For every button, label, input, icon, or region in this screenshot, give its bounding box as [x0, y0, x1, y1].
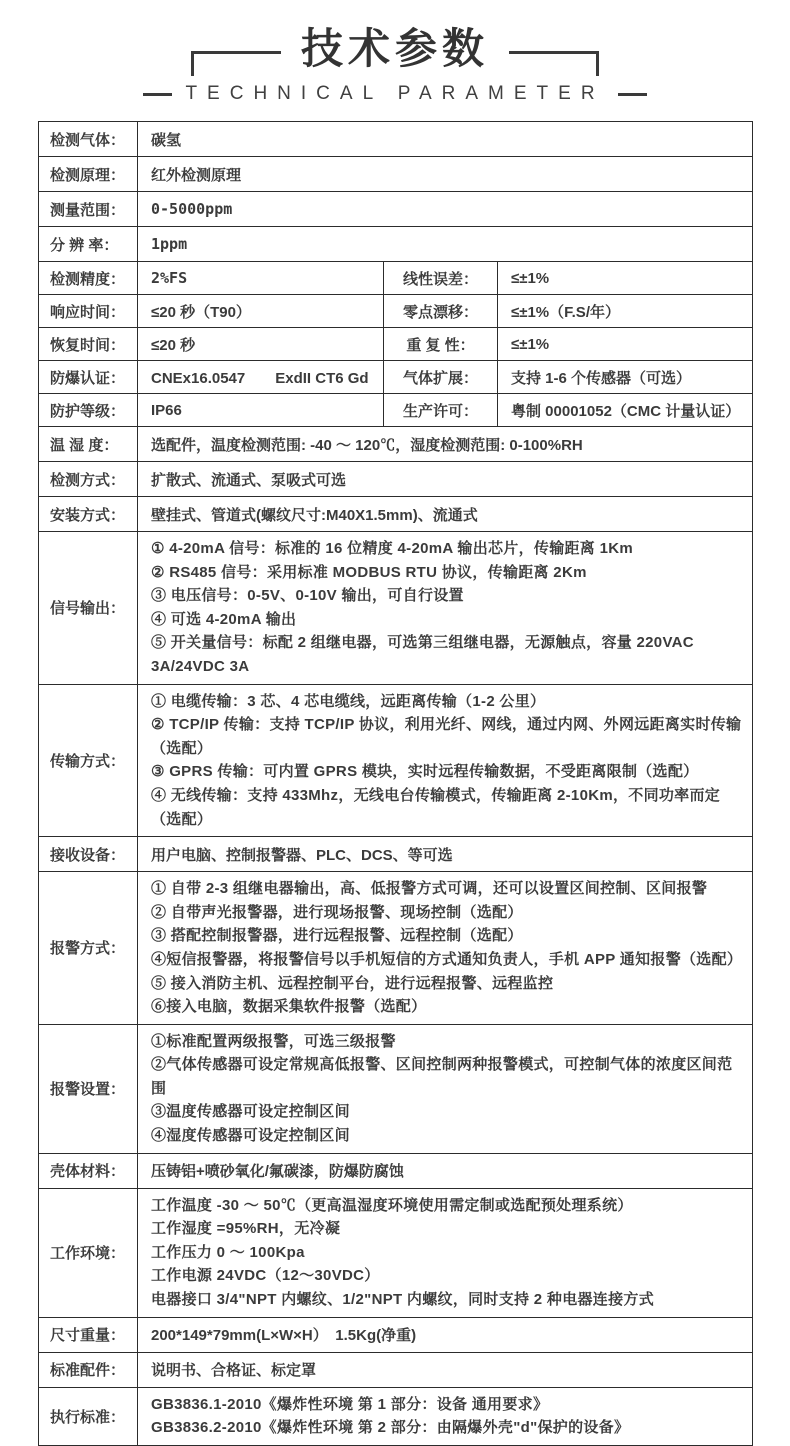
- list-line: ① 自带 2-3 组继电器输出，高、低报警方式可调，还可以设置区间控制、区间报警: [151, 880, 708, 898]
- table-row: [39, 295, 753, 328]
- row-value: 说明书、合格证、标定罩: [138, 1352, 753, 1387]
- list-line: ② 自带声光报警器，进行现场报警、现场控制（选配）: [151, 903, 523, 921]
- row-label: 温 湿 度：: [39, 427, 138, 462]
- row-label: 恢复时间：: [39, 328, 138, 361]
- row-label: 报警设置：: [39, 1024, 138, 1153]
- table-row: [39, 1024, 753, 1153]
- list-line: 工作电源 24VDC（12～30VDC）: [151, 1267, 380, 1285]
- row-value: 1ppm: [138, 227, 753, 262]
- row-label-2: 线性误差：: [384, 262, 498, 295]
- list-line: ① 电缆传输：3 芯、4 芯电缆线，远距离传输（1-2 公里）: [151, 692, 546, 710]
- row-label: 防护等级：: [39, 394, 138, 427]
- row-value: 压铸铝+喷砂氧化/氟碳漆，防爆防腐蚀: [138, 1153, 753, 1188]
- table-row: [39, 837, 753, 872]
- row-value-list: [138, 1387, 753, 1445]
- row-label: 尺寸重量：: [39, 1317, 138, 1352]
- row-value-2: ≤±1%: [498, 262, 753, 295]
- row-label: 传输方式：: [39, 684, 138, 837]
- list-line: ③ 电压信号：0-5V、0-10V 输出，可自行设置: [151, 587, 464, 605]
- row-value: IP66: [138, 394, 384, 427]
- title-bracket-left: [191, 51, 281, 76]
- row-value: 红外检测原理: [138, 157, 753, 192]
- table-row: [39, 462, 753, 497]
- row-value: 200*149*79mm(L×W×H） 1.5Kg(净重): [138, 1317, 753, 1352]
- title-block: [0, 0, 790, 105]
- row-value-list: [138, 872, 753, 1025]
- row-label: 执行标准：: [39, 1387, 138, 1445]
- table-row: [39, 262, 753, 295]
- row-label: 检测原理：: [39, 157, 138, 192]
- row-label-2: 气体扩展：: [384, 361, 498, 394]
- table-row: [39, 497, 753, 532]
- row-label-2: 重 复 性：: [384, 328, 498, 361]
- row-value: 扩散式、流通式、泵吸式可选: [138, 462, 753, 497]
- row-value-list: [138, 1024, 753, 1153]
- table-row: [39, 1153, 753, 1188]
- row-label: 检测精度：: [39, 262, 138, 295]
- list-line: ⑥接入电脑，数据采集软件报警（选配）: [151, 998, 427, 1016]
- row-label: 报警方式：: [39, 872, 138, 1025]
- list-line: ② RS485 信号：采用标准 MODBUS RTU 协议，传输距离 2Km: [151, 563, 587, 581]
- row-value-list: [138, 1188, 753, 1317]
- list-line: 工作湿度 =95%RH，无冷凝: [151, 1220, 341, 1238]
- row-value-list: [138, 684, 753, 837]
- row-value: ≤20 秒（T90）: [138, 295, 384, 328]
- row-label: 防爆认证：: [39, 361, 138, 394]
- row-value-list: [138, 532, 753, 685]
- row-value: 0-5000ppm: [138, 192, 753, 227]
- table-row: [39, 394, 753, 427]
- row-value: 2%FS: [138, 262, 384, 295]
- row-value-2: 粤制 00001052（CMC 计量认证）: [498, 394, 753, 427]
- row-value: ≤20 秒: [138, 328, 384, 361]
- table-row: [39, 157, 753, 192]
- list-line: 工作温度 -30 ～ 50℃（更高温湿度环境使用需定制或选配预处理系统）: [151, 1196, 633, 1214]
- list-line: ③温度传感器可设定控制区间: [151, 1103, 350, 1121]
- list-line: ①标准配置两级报警，可选三级报警: [151, 1032, 396, 1050]
- table-row: [39, 684, 753, 837]
- page-title: 技术参数: [300, 25, 489, 72]
- table-row: [39, 192, 753, 227]
- table-row: [39, 427, 753, 462]
- row-label-2: 生产许可：: [384, 394, 498, 427]
- list-line: 工作压力 0 ～ 100Kpa: [151, 1243, 305, 1261]
- subtitle-dash-left: [143, 93, 172, 96]
- row-value: 碳氢: [138, 122, 753, 157]
- subtitle-dash-right: [618, 93, 647, 96]
- table-row: [39, 1317, 753, 1352]
- list-line: ③ 搭配控制报警器，进行远程报警、远程控制（选配）: [151, 927, 523, 945]
- table-row: [39, 532, 753, 685]
- table-row: [39, 328, 753, 361]
- table-row: [39, 1387, 753, 1445]
- row-value-2: ≤±1%: [498, 328, 753, 361]
- spec-table: [38, 121, 753, 1446]
- list-line: ② TCP/IP 传输：支持 TCP/IP 协议，利用光纤、网线，通过内网、外网远距离实时传输（选配）: [151, 716, 742, 757]
- subtitle-row: [0, 83, 790, 105]
- row-label: 标准配件：: [39, 1352, 138, 1387]
- row-value: 壁挂式、管道式(螺纹尺寸:M40X1.5mm)、流通式: [138, 497, 753, 532]
- table-row: [39, 361, 753, 394]
- row-label: 壳体材料：: [39, 1153, 138, 1188]
- list-line: ⑤ 接入消防主机、远程控制平台，进行远程报警、远程监控: [151, 974, 554, 992]
- row-label: 接收设备：: [39, 837, 138, 872]
- row-label: 响应时间：: [39, 295, 138, 328]
- row-value: 选配件，温度检测范围: -40 ～ 120℃，湿度检测范围: 0-100%RH: [138, 427, 753, 462]
- table-row: [39, 872, 753, 1025]
- list-line: 电器接口 3/4"NPT 内螺纹、1/2"NPT 内螺纹，同时支持 2 种电器连接方式: [151, 1291, 655, 1309]
- spec-table-body: [39, 122, 753, 1446]
- title-row: [0, 24, 790, 76]
- row-label: 测量范围：: [39, 192, 138, 227]
- row-label: 安装方式：: [39, 497, 138, 532]
- list-line: GB3836.1-2010《爆炸性环境 第 1 部分：设备 通用要求》: [151, 1395, 549, 1413]
- page-subtitle: TECHNICAL PARAMETER: [185, 83, 605, 104]
- row-value: CNEx16.0547 ExdII CT6 Gd: [138, 361, 384, 394]
- row-value: 用户电脑、控制报警器、PLC、DCS、等可选: [138, 837, 753, 872]
- list-line: ⑤ 开关量信号：标配 2 组继电器，可选第三组继电器，无源触点，容量 220VAC 3A/24VDC 3A: [151, 634, 694, 675]
- row-label: 分 辨 率：: [39, 227, 138, 262]
- title-bracket-right: [509, 51, 599, 76]
- row-value-2: ≤±1%（F.S/年）: [498, 295, 753, 328]
- list-line: ④ 可选 4-20mA 输出: [151, 610, 297, 628]
- row-label: 工作环境：: [39, 1188, 138, 1317]
- row-label: 检测气体：: [39, 122, 138, 157]
- list-line: ④湿度传感器可设定控制区间: [151, 1127, 350, 1145]
- table-row: [39, 1188, 753, 1317]
- table-row: [39, 122, 753, 157]
- table-row: [39, 1352, 753, 1387]
- row-label: 信号输出：: [39, 532, 138, 685]
- list-line: ②气体传感器可设定常规高低报警、区间控制两种报警模式，可控制气体的浓度区间范围: [151, 1056, 733, 1097]
- row-label-2: 零点漂移：: [384, 295, 498, 328]
- list-line: ④短信报警器，将报警信号以手机短信的方式通知负责人，手机 APP 通知报警（选配）: [151, 950, 743, 968]
- list-line: ① 4-20mA 信号：标准的 16 位精度 4-20mA 输出芯片，传输距离 1Km: [151, 540, 633, 557]
- list-line: ③ GPRS 传输：可内置 GPRS 模块，实时远程传输数据，不受距离限制（选配）: [151, 763, 699, 781]
- list-line: ④ 无线传输：支持 433Mhz，无线电台传输模式，传输距离 2-10Km，不同功率而定（选配）: [151, 786, 721, 828]
- row-label: 检测方式：: [39, 462, 138, 497]
- row-value-2: 支持 1-6 个传感器（可选）: [498, 361, 753, 394]
- table-row: [39, 227, 753, 262]
- list-line: GB3836.2-2010《爆炸性环境 第 2 部分：由隔爆外壳"d"保护的设备》: [151, 1419, 630, 1437]
